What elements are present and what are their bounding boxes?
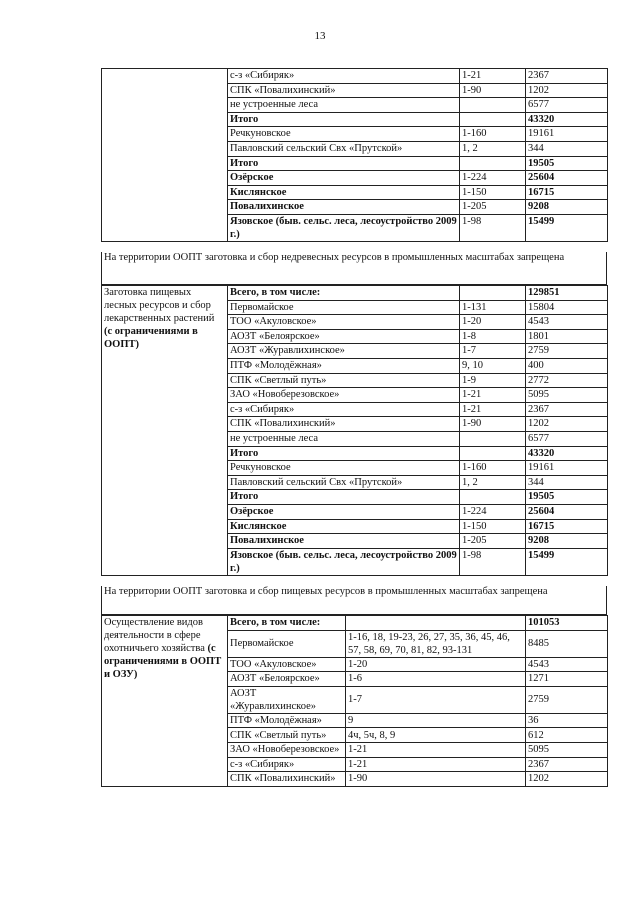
forestry-name-cell: АОЗТ «Журавлихинское» [228, 344, 460, 359]
quarters-cell: 1-21 [346, 742, 526, 757]
forestry-name-cell: СПК «Повалихинский» [228, 83, 460, 98]
area-cell: 1202 [526, 417, 608, 432]
table-row [102, 286, 608, 301]
quarters-cell: 1-131 [460, 300, 526, 315]
area-cell: 15499 [526, 214, 608, 241]
forest-table-continued [101, 68, 608, 242]
forestry-name-cell: АОЗТ «Белоярское» [228, 329, 460, 344]
area-cell: 19161 [526, 461, 608, 476]
forestry-name-cell: с-з «Сибиряк» [228, 402, 460, 417]
forestry-name-cell: с-з «Сибиряк» [228, 757, 346, 772]
forestry-name-cell: СПК «Повалихинский» [228, 772, 346, 787]
forestry-name-cell: Первомайское [228, 630, 346, 657]
area-cell: 19161 [526, 127, 608, 142]
area-cell: 2367 [526, 402, 608, 417]
quarters-cell: 1-21 [460, 402, 526, 417]
forestry-name-cell: Язовское (быв. сельс. леса, лесоустройство 2009 г.) [228, 214, 460, 241]
quarters-cell: 1-7 [346, 686, 526, 713]
quarters-cell: 1-205 [460, 534, 526, 549]
quarters-cell: 1, 2 [460, 475, 526, 490]
area-cell: 344 [526, 141, 608, 156]
quarters-cell: 1-160 [460, 461, 526, 476]
quarters-cell [460, 431, 526, 446]
area-cell: 5095 [526, 388, 608, 403]
quarters-cell: 1-21 [460, 69, 526, 84]
area-cell: 1271 [526, 672, 608, 687]
quarters-cell: 1-160 [460, 127, 526, 142]
forestry-name-cell: СПК «Светлый путь» [228, 728, 346, 743]
quarters-cell: 1-98 [460, 548, 526, 575]
quarters-cell: 1-21 [460, 388, 526, 403]
forestry-name-cell: Озёрское [228, 171, 460, 186]
quarters-cell: 9 [346, 713, 526, 728]
area-cell: 1202 [526, 772, 608, 787]
forestry-name-cell: Итого [228, 490, 460, 505]
forestry-name-cell: АОЗТ «Белоярское» [228, 672, 346, 687]
area-cell: 1202 [526, 83, 608, 98]
quarters-cell: 1-6 [346, 672, 526, 687]
area-cell: 43320 [526, 446, 608, 461]
area-cell: 16715 [526, 519, 608, 534]
area-cell: 344 [526, 475, 608, 490]
hunting-table [101, 615, 608, 787]
quarters-cell: 1-205 [460, 200, 526, 215]
forestry-name-cell: Кислянское [228, 185, 460, 200]
quarters-cell: 9, 10 [460, 358, 526, 373]
quarters-cell: 1-9 [460, 373, 526, 388]
activity-cell [102, 616, 228, 787]
forestry-name-cell: Павловский сельский Свх «Прутской» [228, 475, 460, 490]
quarters-cell: 1-21 [346, 757, 526, 772]
activity-cell [102, 69, 228, 242]
quarters-cell [460, 156, 526, 171]
forestry-name-cell: Повалихинское [228, 534, 460, 549]
forestry-name-cell: Кислянское [228, 519, 460, 534]
forestry-name-cell: АОЗТ «Журавлихинское» [228, 686, 346, 713]
forestry-name-cell: ПТФ «Молодёжная» [228, 713, 346, 728]
forestry-name-cell: ПТФ «Молодёжная» [228, 358, 460, 373]
quarters-cell: 1-7 [460, 344, 526, 359]
activity-restriction: (с ограничениями в ООПТ) [104, 326, 198, 350]
forestry-name-cell: ТОО «Акуловское» [228, 315, 460, 330]
area-cell: 16715 [526, 185, 608, 200]
area-cell: 15804 [526, 300, 608, 315]
forestry-name-cell: СПК «Повалихинский» [228, 417, 460, 432]
page-number: 13 [314, 30, 326, 42]
area-cell: 2759 [526, 344, 608, 359]
restriction-note-1: На территории ООПТ заготовка и сбор недревесных ресурсов в промышленных масштабах запрещена [101, 252, 607, 285]
area-cell: 19505 [526, 156, 608, 171]
area-cell: 400 [526, 358, 608, 373]
area-cell: 15499 [526, 548, 608, 575]
area-cell: 9208 [526, 200, 608, 215]
forestry-name-cell: Итого [228, 446, 460, 461]
quarters-cell [346, 616, 526, 631]
area-cell: 43320 [526, 112, 608, 127]
forestry-name-cell: Павловский сельский Свх «Прутской» [228, 141, 460, 156]
forestry-name-cell: Язовское (быв. сельс. леса, лесоустройство 2009 г.) [228, 548, 460, 575]
activity-label: Осуществление видов деятельности в сфере охотничьего хозяйства [104, 617, 208, 654]
area-cell: 19505 [526, 490, 608, 505]
area-cell: 9208 [526, 534, 608, 549]
activity-restriction: (с ограничениями в ООПТ и ОЗУ) [104, 643, 222, 680]
area-cell: 2367 [526, 69, 608, 84]
forestry-name-cell: Итого [228, 112, 460, 127]
quarters-cell: 1-224 [460, 504, 526, 519]
quarters-cell [460, 490, 526, 505]
area-cell: 4543 [526, 657, 608, 672]
activity-cell [102, 286, 228, 576]
area-cell: 2367 [526, 757, 608, 772]
forestry-name-cell: Речкуновское [228, 461, 460, 476]
quarters-cell: 1-98 [460, 214, 526, 241]
forestry-name-cell: с-з «Сибиряк» [228, 69, 460, 84]
area-cell: 5095 [526, 742, 608, 757]
forestry-name-cell: Речкуновское [228, 127, 460, 142]
forestry-name-cell: ЗАО «Новоберезовское» [228, 388, 460, 403]
forestry-name-cell: ЗАО «Новоберезовское» [228, 742, 346, 757]
area-cell: 2759 [526, 686, 608, 713]
area-cell: 25604 [526, 171, 608, 186]
quarters-cell [460, 98, 526, 113]
forestry-name-cell: не устроенные леса [228, 98, 460, 113]
forestry-name-cell: не устроенные леса [228, 431, 460, 446]
restriction-note-2: На территории ООПТ заготовка и сбор пищевых ресурсов в промышленных масштабах запрещена [101, 586, 607, 615]
quarters-cell [460, 446, 526, 461]
quarters-cell: 1-16, 18, 19-23, 26, 27, 35, 36, 45, 46, 57, 58, 69, 70, 81, 82, 93-131 [346, 630, 526, 657]
area-cell: 4543 [526, 315, 608, 330]
area-cell: 1801 [526, 329, 608, 344]
quarters-cell: 1-90 [346, 772, 526, 787]
quarters-cell [460, 112, 526, 127]
area-cell: 25604 [526, 504, 608, 519]
area-cell: 129851 [526, 286, 608, 301]
quarters-cell: 1-150 [460, 185, 526, 200]
quarters-cell: 1-20 [346, 657, 526, 672]
area-cell: 6577 [526, 431, 608, 446]
forestry-name-cell: Всего, в том числе: [228, 286, 460, 301]
area-cell: 612 [526, 728, 608, 743]
forestry-name-cell: ТОО «Акуловское» [228, 657, 346, 672]
forestry-name-cell: Итого [228, 156, 460, 171]
area-cell: 36 [526, 713, 608, 728]
quarters-cell: 1-90 [460, 83, 526, 98]
food-resources-table [101, 285, 608, 576]
quarters-cell [460, 286, 526, 301]
quarters-cell: 1-8 [460, 329, 526, 344]
quarters-cell: 1-20 [460, 315, 526, 330]
forestry-name-cell: Первомайское [228, 300, 460, 315]
quarters-cell: 1-224 [460, 171, 526, 186]
table-row [102, 616, 608, 631]
forestry-name-cell: Всего, в том числе: [228, 616, 346, 631]
quarters-cell: 1-150 [460, 519, 526, 534]
quarters-cell: 1-90 [460, 417, 526, 432]
quarters-cell: 4ч, 5ч, 8, 9 [346, 728, 526, 743]
forestry-name-cell: Повалихинское [228, 200, 460, 215]
table-row [102, 69, 608, 84]
area-cell: 101053 [526, 616, 608, 631]
activity-label: Заготовка пищевых лесных ресурсов и сбор лекарственных растений [104, 287, 215, 324]
forestry-name-cell: Озёрское [228, 504, 460, 519]
area-cell: 6577 [526, 98, 608, 113]
area-cell: 8485 [526, 630, 608, 657]
area-cell: 2772 [526, 373, 608, 388]
quarters-cell: 1, 2 [460, 141, 526, 156]
forestry-name-cell: СПК «Светлый путь» [228, 373, 460, 388]
